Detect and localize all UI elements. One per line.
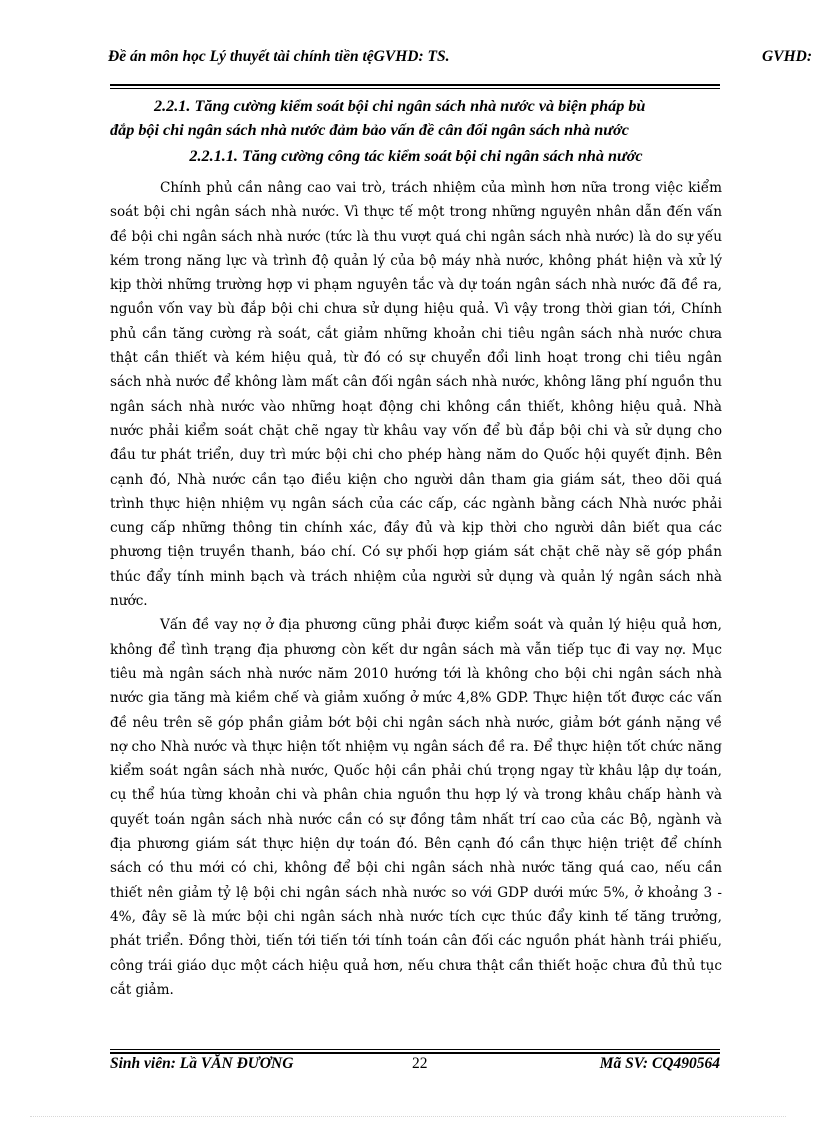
header-advisor-label: GVHD: [762, 48, 812, 65]
page-number: 22 [412, 1055, 428, 1072]
footer-rule-thin [110, 1049, 720, 1050]
paragraph: Chính phủ cần nâng cao vai trò, trách nhiệm của mình hơn nữa trong việc kiểm soát bội chi ngân sách nhà nước. Vì thực tế một trong những nguyên nhân dẫn đến vấn đề bội chi ngân sách nhà nước (tức là thu vượt quá chi ngân sách nhà nước) là do sự yếu kém trong năng lực và trình độ quản lý của bộ máy nhà nước, không phát hiện và xử lý kịp thời những trường hợp vi phạm nguyên tắc và dự toán ngân sách nhà nước đã đề ra, nguồn vốn vay bù đắp bội chi chưa sử dụng hiệu quả. Vì vậy trong thời gian tới, Chính phủ cần tăng cường rà soát, cắt giảm những khoản chi tiêu ngân sách nhà nước chưa thật cần thiết và kém hiệu quả, từ đó có sự chuyển đổi linh hoạt trong chi tiêu ngân sách nhà nước để không làm mất cân đối ngân sách nhà nước, không lãng phí nguồn thu ngân sách nhà nước vào những hoạt động chi không cần thiết, không hiệu quả. Nhà nước phải kiểm soát chặt chẽ ngay từ khâu vay vốn để bù đắp bội chi và sử dụng cho đầu tư phát triển, duy trì mức bội chi cho phép hàng năm do Quốc hội quyết định. Bên cạnh đó, Nhà nước cần tạo điều kiện cho người dân tham gia giám sát, theo dõi quá trình thực hiện nhiệm vụ ngân sách của các cấp, các ngành bằng cách Nhà nước phải cung cấp những thông tin chính xác, đầy đủ và kịp thời cho người dân biết qua các phương tiện truyền thanh, báo chí. Có sự phối hợp giám sát chặt chẽ này sẽ góp phần thúc đẩy tính minh bạch và trách nhiệm của người sử dụng và quản lý ngân sách nhà nước. [110, 180, 722, 610]
footer-student-id: Mã SV: CQ490564 [599, 1055, 720, 1072]
body-text [110, 176, 722, 1002]
page-bottom-divider [30, 1116, 786, 1117]
section-heading-line-2: đắp bội chi ngân sách nhà nước đảm bảo vấn đề cân đối ngân sách nhà nước [110, 121, 629, 139]
footer-rule-thick [110, 1052, 720, 1054]
page-header [108, 48, 816, 72]
page-footer [110, 1055, 720, 1079]
header-course-title: Đề án môn học Lý thuyết tài chính tiền tệGVHD: TS. [108, 48, 450, 65]
paragraph: Vấn đề vay nợ ở địa phương cũng phải được kiểm soát và quản lý hiệu quả hơn, không để tình trạng địa phương còn kết dư ngân sách mà vẫn tiếp tục đi vay nợ. Mục tiêu mà ngân sách nhà nước năm 2010 hướng tới là không cho bội chi ngân sách nhà nước gia tăng mà kiềm chế và giảm xuống ở mức 4,8% GDP. Thực hiện tốt được các vấn đề nêu trên sẽ góp phần giảm bớt bội chi ngân sách nhà nước, giảm bớt gánh nặng về nợ cho Nhà nước và thực hiện tốt nhiệm vụ ngân sách đề ra. Để thực hiện tốt chức năng kiểm soát ngân sách nhà nước, Quốc hội cần phải chú trọng ngay từ khâu lập dự toán, cụ thể húa từng khoản chi và phân chia nguồn thu hợp lý và trong khâu chấp hành và quyết toán ngân sách nhà nước cần có sự đồng tâm nhất trí cao của các Bộ, ngành và địa phương giám sát thực hiện dự toán đó. Bên cạnh đó cần thực hiện triệt để chính sách có thu mới có chi, không để bội chi ngân sách nhà nước tăng quá cao, nếu cần thiết nên giảm tỷ lệ bội chi ngân sách nhà nước so với GDP dưới mức 5%, ở khoảng 3 - 4%, đây sẽ là mức bội chi ngân sách nhà nước tích cực thúc đẩy kinh tế tăng trưởng, phát triển. Đồng thời, tiến tới tiến tới tính toán cân đối các nguồn phát hành trái phiếu, công trái giáo dục một cách hiệu quả hơn, nếu chưa thật cần thiết hoặc chưa đủ thủ tục cắt giảm. [110, 617, 722, 998]
subsection-heading: 2.2.1.1. Tăng cường công tác kiểm soát bội chi ngân sách nhà nước [189, 147, 643, 165]
footer-student-name: Sinh viên: Lầ VĂN ĐƯƠNG [110, 1055, 294, 1072]
section-heading-line-1: 2.2.1. Tăng cường kiểm soát bội chi ngân sách nhà nước và biện pháp bù [154, 97, 646, 115]
header-rule-thick [110, 84, 720, 86]
header-rule-thin [110, 88, 720, 89]
